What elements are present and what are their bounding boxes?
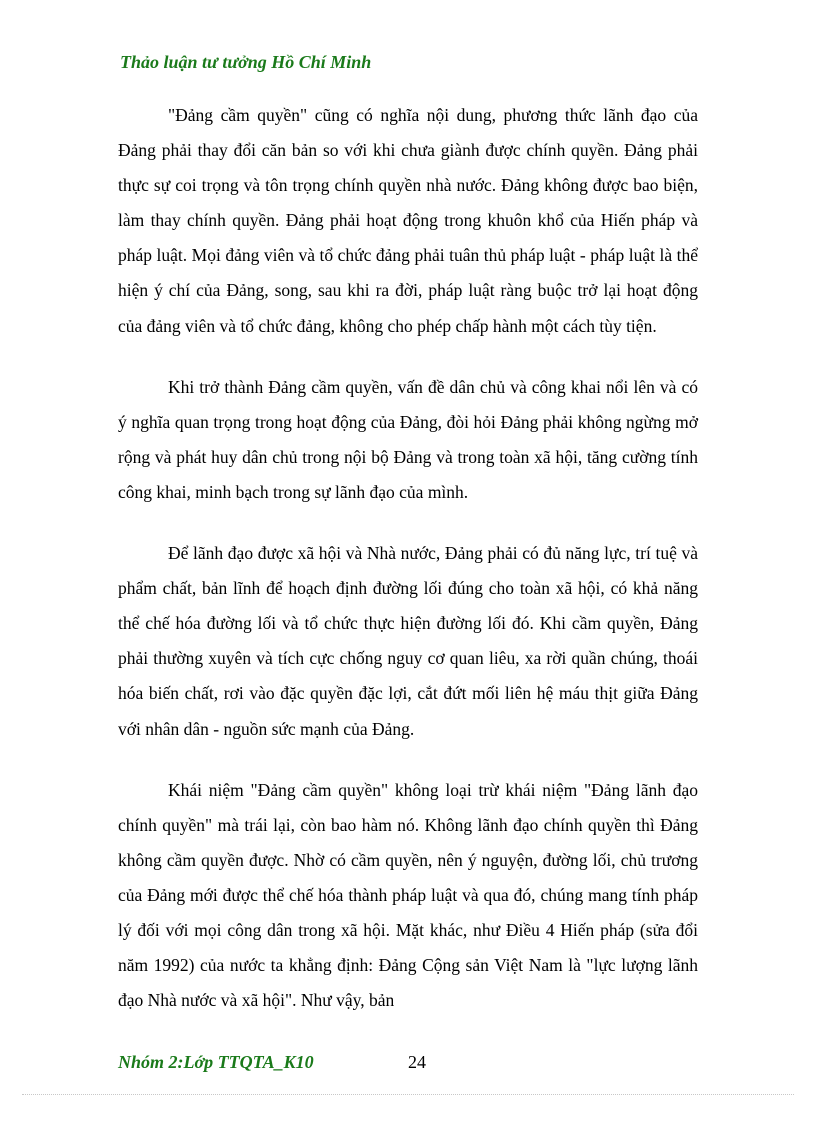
document-body bbox=[118, 98, 698, 1044]
page-number: 24 bbox=[408, 1052, 426, 1072]
page-border-line bbox=[22, 1094, 794, 1095]
paragraph-4: Khái niệm "Đảng cầm quyền" không loại trừ khái niệm "Đảng lãnh đạo chính quyền" mà trái lại, còn bao hàm nó. Không lãnh đạo chính quyền thì Đảng không cầm quyền được. Nhờ có cầm quyền, nên ý nguyện, đường lối, chủ trương của Đảng mới được thể chế hóa thành pháp luật và qua đó, chúng mang tính pháp lý đối với mọi công dân trong xã hội. Mặt khác, như Điều 4 Hiến pháp (sửa đổi năm 1992) của nước ta khẳng định: Đảng Cộng sản Việt Nam là "lực lượng lãnh đạo Nhà nước và xã hội". Như vậy, bản bbox=[118, 779, 698, 1011]
paragraph-1: "Đảng cầm quyền" cũng có nghĩa nội dung, phương thức lãnh đạo của Đảng phải thay đổi căn bản so với khi chưa giành được chính quyền. Đảng phải thực sự coi trọng và tôn trọng chính quyền nhà nước. Đảng không được bao biện, làm thay chính quyền. Đảng phải hoạt động trong khuôn khổ của Hiến pháp và pháp luật. Mọi đảng viên và tổ chức đảng phải tuân thủ pháp luật - pháp luật là thể hiện ý chí của Đảng, song, sau khi ra đời, pháp luật ràng buộc trở lại hoạt động của đảng viên và tổ chức đảng, không cho phép chấp hành một cách tùy tiện. bbox=[118, 105, 698, 336]
paragraph-2: Khi trở thành Đảng cầm quyền, vấn đề dân chủ và công khai nổi lên và có ý nghĩa quan trọng trong hoạt động của Đảng, đòi hỏi Đảng phải không ngừng mở rộng và phát huy dân chủ trong nội bộ Đảng và trong toàn xã hội, tăng cường tính công khai, minh bạch trong sự lãnh đạo của mình. bbox=[118, 376, 698, 502]
header-title: Thảo luận tư tưởng Hồ Chí Minh bbox=[120, 52, 372, 72]
paragraph-3: Để lãnh đạo được xã hội và Nhà nước, Đảng phải có đủ năng lực, trí tuệ và phẩm chất, bản lĩnh để hoạch định đường lối đúng cho toàn xã hội, có khả năng thể chế hóa đường lối và tổ chức thực hiện đường lối đó. Khi cầm quyền, Đảng phải thường xuyên và tích cực chống nguy cơ quan liêu, xa rời quần chúng, thoái hóa biến chất, rơi vào đặc quyền đặc lợi, cắt đứt mối liên hệ máu thịt giữa Đảng với nhân dân - nguồn sức mạnh của Đảng. bbox=[118, 543, 698, 739]
footer-group-label: Nhóm 2:Lớp TTQTA_K10 bbox=[118, 1052, 314, 1072]
